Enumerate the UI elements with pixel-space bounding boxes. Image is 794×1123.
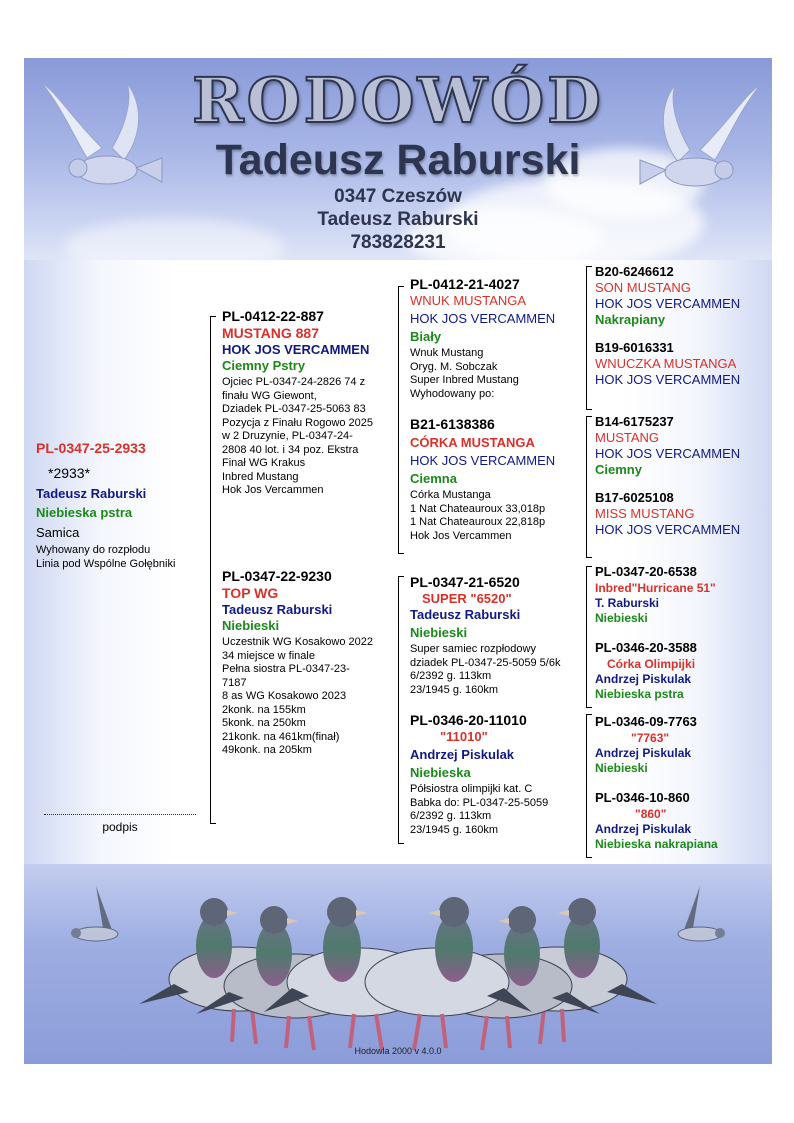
gen4-breeder: HOK JOS VERCAMMEN xyxy=(595,446,741,461)
mother-note: Pełna siostra PL-0347-23- xyxy=(222,663,350,675)
bird-note: Linia pod Wspólne Gołębniki xyxy=(36,557,176,570)
ff-ring: PL-0412-21-4027 xyxy=(410,276,520,292)
ff-color: Biały xyxy=(410,329,442,344)
bird-sex: Samica xyxy=(36,525,80,540)
gen4-color: Niebieski xyxy=(595,761,648,775)
ff-note: Wyhodowany po: xyxy=(410,387,495,400)
mother-entry xyxy=(222,568,394,758)
gen4-ring: PL-0346-20-3588 xyxy=(595,640,697,655)
gen4-entry xyxy=(595,714,771,776)
fm-note: Córka Mustanga xyxy=(410,489,491,501)
mother-note: 49konk. na 205km xyxy=(222,744,312,756)
fm-ring: B21-6138386 xyxy=(410,416,495,432)
father-ring: PL-0412-22-887 xyxy=(222,308,324,324)
gen4-name: WNUCZKA MUSTANGA xyxy=(595,356,737,371)
father-entry xyxy=(222,308,394,498)
gen4-color: Ciemny xyxy=(595,462,642,477)
mother-note: 2konk. na 155km xyxy=(222,703,306,716)
gen4-ring: PL-0347-20-6538 xyxy=(595,564,697,579)
mother-note: 5konk. na 250km xyxy=(222,717,306,729)
gen4-color: Niebieska pstra xyxy=(595,687,684,701)
mm-breeder: Andrzej Piskulak xyxy=(410,747,515,762)
gen4-name: Córka Olimpijki xyxy=(607,657,696,671)
mother-note: 21konk. na 461km(finał) xyxy=(222,730,340,743)
mf-note: 6/2392 g. 113km xyxy=(410,670,492,682)
mm-entry xyxy=(410,712,582,837)
gen4-ring: PL-0346-10-860 xyxy=(595,790,690,805)
father-color: Ciemny Pstry xyxy=(222,358,306,373)
father-note: Dziadek PL-0347-25-5063 83 xyxy=(222,403,366,415)
gen4-name: Inbred"Hurricane 51" xyxy=(595,581,716,595)
gen4-color: Niebieski xyxy=(595,611,648,625)
father-name: MUSTANG 887 xyxy=(222,325,319,341)
gen4-color: Niebieska nakrapiana xyxy=(595,837,718,851)
signature-line xyxy=(44,814,196,815)
fm-note: 1 Nat Chateauroux 22,818p xyxy=(410,516,546,528)
fm-color: Ciemna xyxy=(410,471,457,486)
mother-note: Uczestnik WG Kosakowo 2022 xyxy=(222,636,374,648)
mm-note: 6/2392 g. 113km xyxy=(410,810,492,822)
mm-note: 23/1945 g. 160km xyxy=(410,823,499,836)
gen4-entry xyxy=(595,564,771,626)
main-bird xyxy=(36,440,211,571)
gen4-name: "860" xyxy=(635,807,667,821)
ff-note: Oryg. M. Sobczak xyxy=(410,360,498,373)
gen4-ring: PL-0346-09-7763 xyxy=(595,714,697,729)
bird-nickname: *2933* xyxy=(48,465,91,481)
gen4-breeder: HOK JOS VERCAMMEN xyxy=(595,522,741,537)
mother-color: Niebieski xyxy=(222,618,280,633)
father-note: finału WG Giewont, xyxy=(222,389,317,402)
mf-entry xyxy=(410,574,582,697)
bracket-ff xyxy=(586,266,592,410)
mf-breeder: Tadeusz Raburski xyxy=(410,607,521,622)
bird-note: Wyhowany do rozpłodu xyxy=(36,544,151,556)
fm-entry xyxy=(410,416,582,543)
mf-note: dziadek PL-0347-25-5059 5/6k xyxy=(410,656,561,669)
page-title: RODOWÓD xyxy=(192,64,604,137)
ff-breeder: HOK JOS VERCAMMEN xyxy=(410,311,556,326)
mm-ring: PL-0346-20-11010 xyxy=(410,712,527,728)
gen4-ring: B19-6016331 xyxy=(595,340,674,355)
gen4-color: Nakrapiany xyxy=(595,312,666,327)
owner-title: Tadeusz Raburski xyxy=(215,136,581,184)
gen4-breeder: HOK JOS VERCAMMEN xyxy=(595,296,741,311)
gen4-name: "7763" xyxy=(631,731,670,745)
software-credit: Hodowla 2000 v 4.0.0 xyxy=(354,1046,442,1056)
mm-note: Półsiostra olimpijki kat. C xyxy=(410,783,533,795)
mf-note: 23/1945 g. 160km xyxy=(410,683,499,696)
flying-pigeon-icon xyxy=(678,886,725,941)
gen4-breeder: Andrzej Piskulak xyxy=(595,746,692,760)
owner-name: Tadeusz Raburski xyxy=(317,209,479,230)
father-note: w 2 Druzynie, PL-0347-24- xyxy=(222,430,353,442)
gen4-entry xyxy=(595,640,771,702)
gen4-entry xyxy=(595,264,771,328)
owner-phone: 783828231 xyxy=(350,232,446,253)
mf-name: SUPER "6520" xyxy=(422,591,512,606)
bracket-mm xyxy=(586,714,592,858)
ff-entry xyxy=(410,276,582,401)
father-note: Hok Jos Vercammen xyxy=(222,484,324,496)
gen4-name: MUSTANG xyxy=(595,430,660,445)
flying-pigeon-icon xyxy=(71,886,118,941)
gen4-ring: B20-6246612 xyxy=(595,264,674,279)
gen4-breeder: T. Raburski xyxy=(595,596,660,610)
signature-label: podpis xyxy=(102,820,138,834)
header-banner xyxy=(24,58,772,260)
father-note: Finał WG Krakus xyxy=(222,457,306,469)
gen4-entry xyxy=(595,414,771,478)
fm-note: 1 Nat Chateauroux 33,018p xyxy=(410,502,546,515)
gen4-entry xyxy=(595,790,771,852)
mother-note: 7187 xyxy=(222,676,247,689)
footer-banner xyxy=(24,864,772,1064)
gen4-breeder: Andrzej Piskulak xyxy=(595,822,692,836)
pedigree-page xyxy=(24,58,772,1064)
owner-address: 0347 Czeszów xyxy=(334,186,462,207)
gen4-entry xyxy=(595,490,771,538)
fm-breeder: HOK JOS VERCAMMEN xyxy=(410,453,556,468)
gen4-ring: B14-6175237 xyxy=(595,414,674,429)
mf-ring: PL-0347-21-6520 xyxy=(410,574,520,590)
mother-ring: PL-0347-22-9230 xyxy=(222,568,332,584)
gen4-entry xyxy=(595,340,771,388)
gen4-breeder: HOK JOS VERCAMMEN xyxy=(595,372,741,387)
fm-name: CÓRKA MUSTANGA xyxy=(410,435,535,450)
bird-owner: Tadeusz Raburski xyxy=(36,486,147,501)
mother-note: 8 as WG Kosakowo 2023 xyxy=(222,690,347,702)
mm-color: Niebieska xyxy=(410,765,471,780)
gen4-breeder: Andrzej Piskulak xyxy=(595,672,692,686)
bracket-mother xyxy=(398,576,404,844)
ff-note: Super Inbred Mustang xyxy=(410,374,519,386)
father-note: Inbred Mustang xyxy=(222,470,299,483)
father-note: Ojciec PL-0347-24-2826 74 z xyxy=(222,376,366,388)
mm-name: "11010" xyxy=(440,729,488,744)
mother-note: 34 miejsce w finale xyxy=(222,649,315,662)
mf-color: Niebieski xyxy=(410,625,468,640)
bird-ring: PL-0347-25-2933 xyxy=(36,440,146,456)
mother-breeder: Tadeusz Raburski xyxy=(222,602,333,617)
father-note: 2808 40 lot. i 34 poz. Ekstra xyxy=(222,443,359,456)
mother-name: TOP WG xyxy=(222,585,279,601)
pigeon-group-illustration-icon xyxy=(24,864,772,1064)
mf-note: Super samiec rozpłodowy xyxy=(410,643,536,655)
father-breeder: HOK JOS VERCAMMEN xyxy=(222,342,370,357)
gen4-ring: B17-6025108 xyxy=(595,490,674,505)
mm-note: Babka do: PL-0347-25-5059 xyxy=(410,796,549,809)
bracket-mf xyxy=(586,566,592,708)
gen4-name: SON MUSTANG xyxy=(595,280,691,295)
father-note: Pozycja z Finału Rogowo 2025 xyxy=(222,416,374,429)
bracket-father xyxy=(398,286,404,554)
ff-name: WNUK MUSTANGA xyxy=(410,293,527,308)
bird-color: Niebieska pstra xyxy=(36,505,133,520)
ff-note: Wnuk Mustang xyxy=(410,347,484,359)
gen4-name: MISS MUSTANG xyxy=(595,506,695,521)
bracket-fm xyxy=(586,416,592,558)
fm-note: Hok Jos Vercammen xyxy=(410,529,512,542)
